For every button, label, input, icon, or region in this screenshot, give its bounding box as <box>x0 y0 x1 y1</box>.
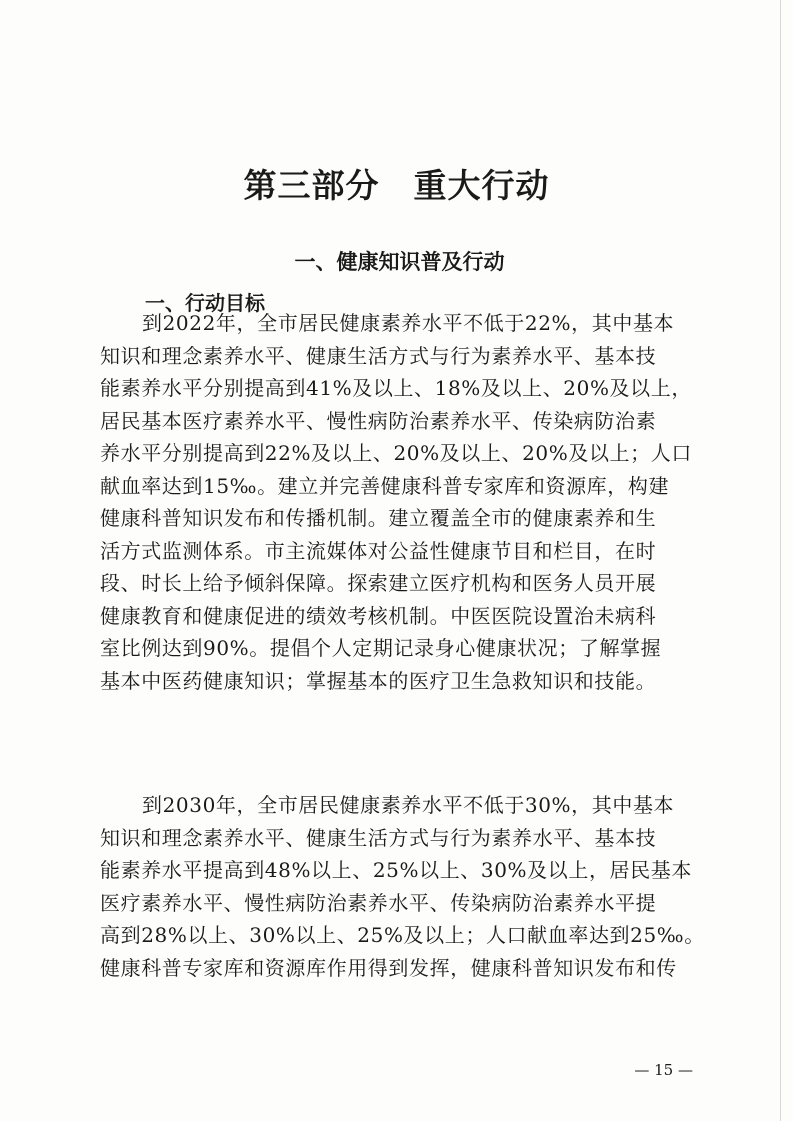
paragraph-line: 健康教育和健康促进的绩效考核机制。中医医院设置治未病科 <box>100 603 657 628</box>
paragraph-line: 居民基本医疗素养水平、慢性病防治素养水平、传染病防治素 <box>100 408 657 433</box>
paragraph-line: 基本中医药健康知识；掌握基本的医疗卫生急救知识和技能。 <box>100 668 657 693</box>
paragraph-line: 段、时长上给予倾斜保障。探索建立医疗机构和医务人员开展 <box>100 571 657 595</box>
paragraph-line: 活方式监测体系。市主流媒体对公益性健康节目和栏目，在时 <box>100 538 657 563</box>
paragraph-1 <box>100 307 692 697</box>
paragraph-line: 到2030年，全市居民健康素养水平不低于30%，其中基本 <box>142 793 675 817</box>
subsection-heading: 一、行动目标 <box>145 291 265 315</box>
page-title: 第三部分 重大行动 <box>243 166 550 206</box>
paragraph-line: 健康科普专家库和资源库作用得到发挥，健康科普知识发布和传 <box>100 955 677 980</box>
paragraph-line: 能素养水平提高到48%以上、25%以上、30%及以上，居民基本 <box>100 858 692 882</box>
paragraph-line: 献血率达到15‰。建立并完善健康科普专家库和资源库，构建 <box>100 473 670 498</box>
page-number: — 15 — <box>634 1061 693 1079</box>
paragraph-2 <box>100 789 705 984</box>
paragraph-line: 养水平分别提高到22%及以上、20%及以上、20%及以上；人口 <box>100 441 692 465</box>
paragraph-line: 知识和理念素养水平、健康生活方式与行为素养水平、基本技 <box>100 825 657 850</box>
paragraph-line: 到2022年，全市居民健康素养水平不低于22%，其中基本 <box>142 311 675 335</box>
paragraph-line: 室比例达到90%。提倡个人定期记录身心健康状况；了解掌握 <box>100 636 662 660</box>
paragraph-line: 高到28%以上、30%以上、25%及以上；人口献血率达到25‰。 <box>100 923 705 947</box>
paragraph-line: 知识和理念素养水平、健康生活方式与行为素养水平、基本技 <box>100 343 657 368</box>
section-heading: 一、健康知识普及行动 <box>294 249 505 275</box>
paragraph-line: 医疗素养水平、慢性病防治素养水平、传染病防治素养水平提 <box>100 890 657 915</box>
paragraph-line: 能素养水平分别提高到41%及以上、18%及以上、20%及以上， <box>100 376 692 400</box>
paragraph-line: 健康科普知识发布和传播机制。建立覆盖全市的健康素养和生 <box>100 506 657 530</box>
